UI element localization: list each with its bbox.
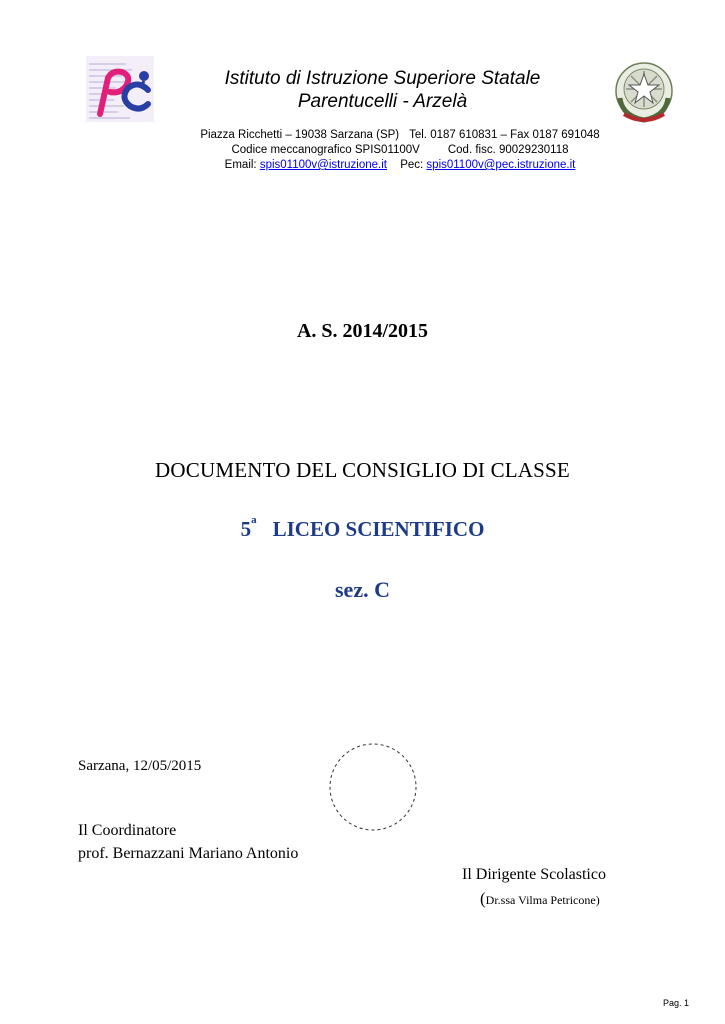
- place-date: Sarzana, 12/05/2015: [78, 758, 202, 774]
- class-superscript: a: [251, 514, 257, 526]
- phone-fax: Tel. 0187 610831 – Fax 0187 691048: [409, 129, 600, 141]
- institute-name-line1: Istituto di Istruzione Superiore Statale: [224, 68, 541, 89]
- pec-label: Pec:: [400, 159, 424, 171]
- email-link[interactable]: spis01100v@istruzione.it: [259, 159, 387, 171]
- class-heading: [0, 514, 725, 542]
- contacts-line: [100, 158, 700, 173]
- address-line: [100, 128, 700, 143]
- principal-name: Dr.ssa Vilma Petricone): [485, 893, 600, 907]
- codes-line: [100, 143, 700, 158]
- document-title: DOCUMENTO DEL CONSIGLIO DI CLASSE: [155, 458, 570, 482]
- school-logo-pc-icon: [86, 56, 154, 122]
- email-label: Email:: [224, 159, 257, 171]
- coordinator-role: Il Coordinatore: [78, 822, 177, 839]
- page-number: Pag. 1: [663, 998, 690, 1008]
- repubblica-italiana-emblem-icon: [612, 58, 676, 128]
- address: Piazza Ricchetti – 19038 Sarzana (SP): [200, 129, 400, 141]
- stamp-circle-icon: [328, 742, 418, 832]
- mechanographic-code: Codice meccanografico SPIS01100V: [231, 144, 420, 156]
- pec-link[interactable]: spis01100v@pec.istruzione.it: [426, 159, 576, 171]
- class-number: 5: [240, 517, 252, 541]
- fiscal-code: Cod. fisc. 90029230118: [447, 144, 569, 156]
- institute-name: [160, 67, 605, 113]
- principal-name-line: [480, 889, 600, 909]
- principal-open-paren: (: [480, 889, 486, 908]
- coordinator-name: prof. Bernazzani Mariano Antonio: [78, 845, 299, 862]
- principal-role: Il Dirigente Scolastico: [462, 866, 606, 883]
- school-year: A. S. 2014/2015: [296, 320, 429, 342]
- class-name: LICEO SCIENTIFICO: [272, 517, 485, 541]
- class-section: sez. C: [335, 577, 390, 602]
- institute-name-line2: Parentucelli - Arzelà: [297, 91, 468, 112]
